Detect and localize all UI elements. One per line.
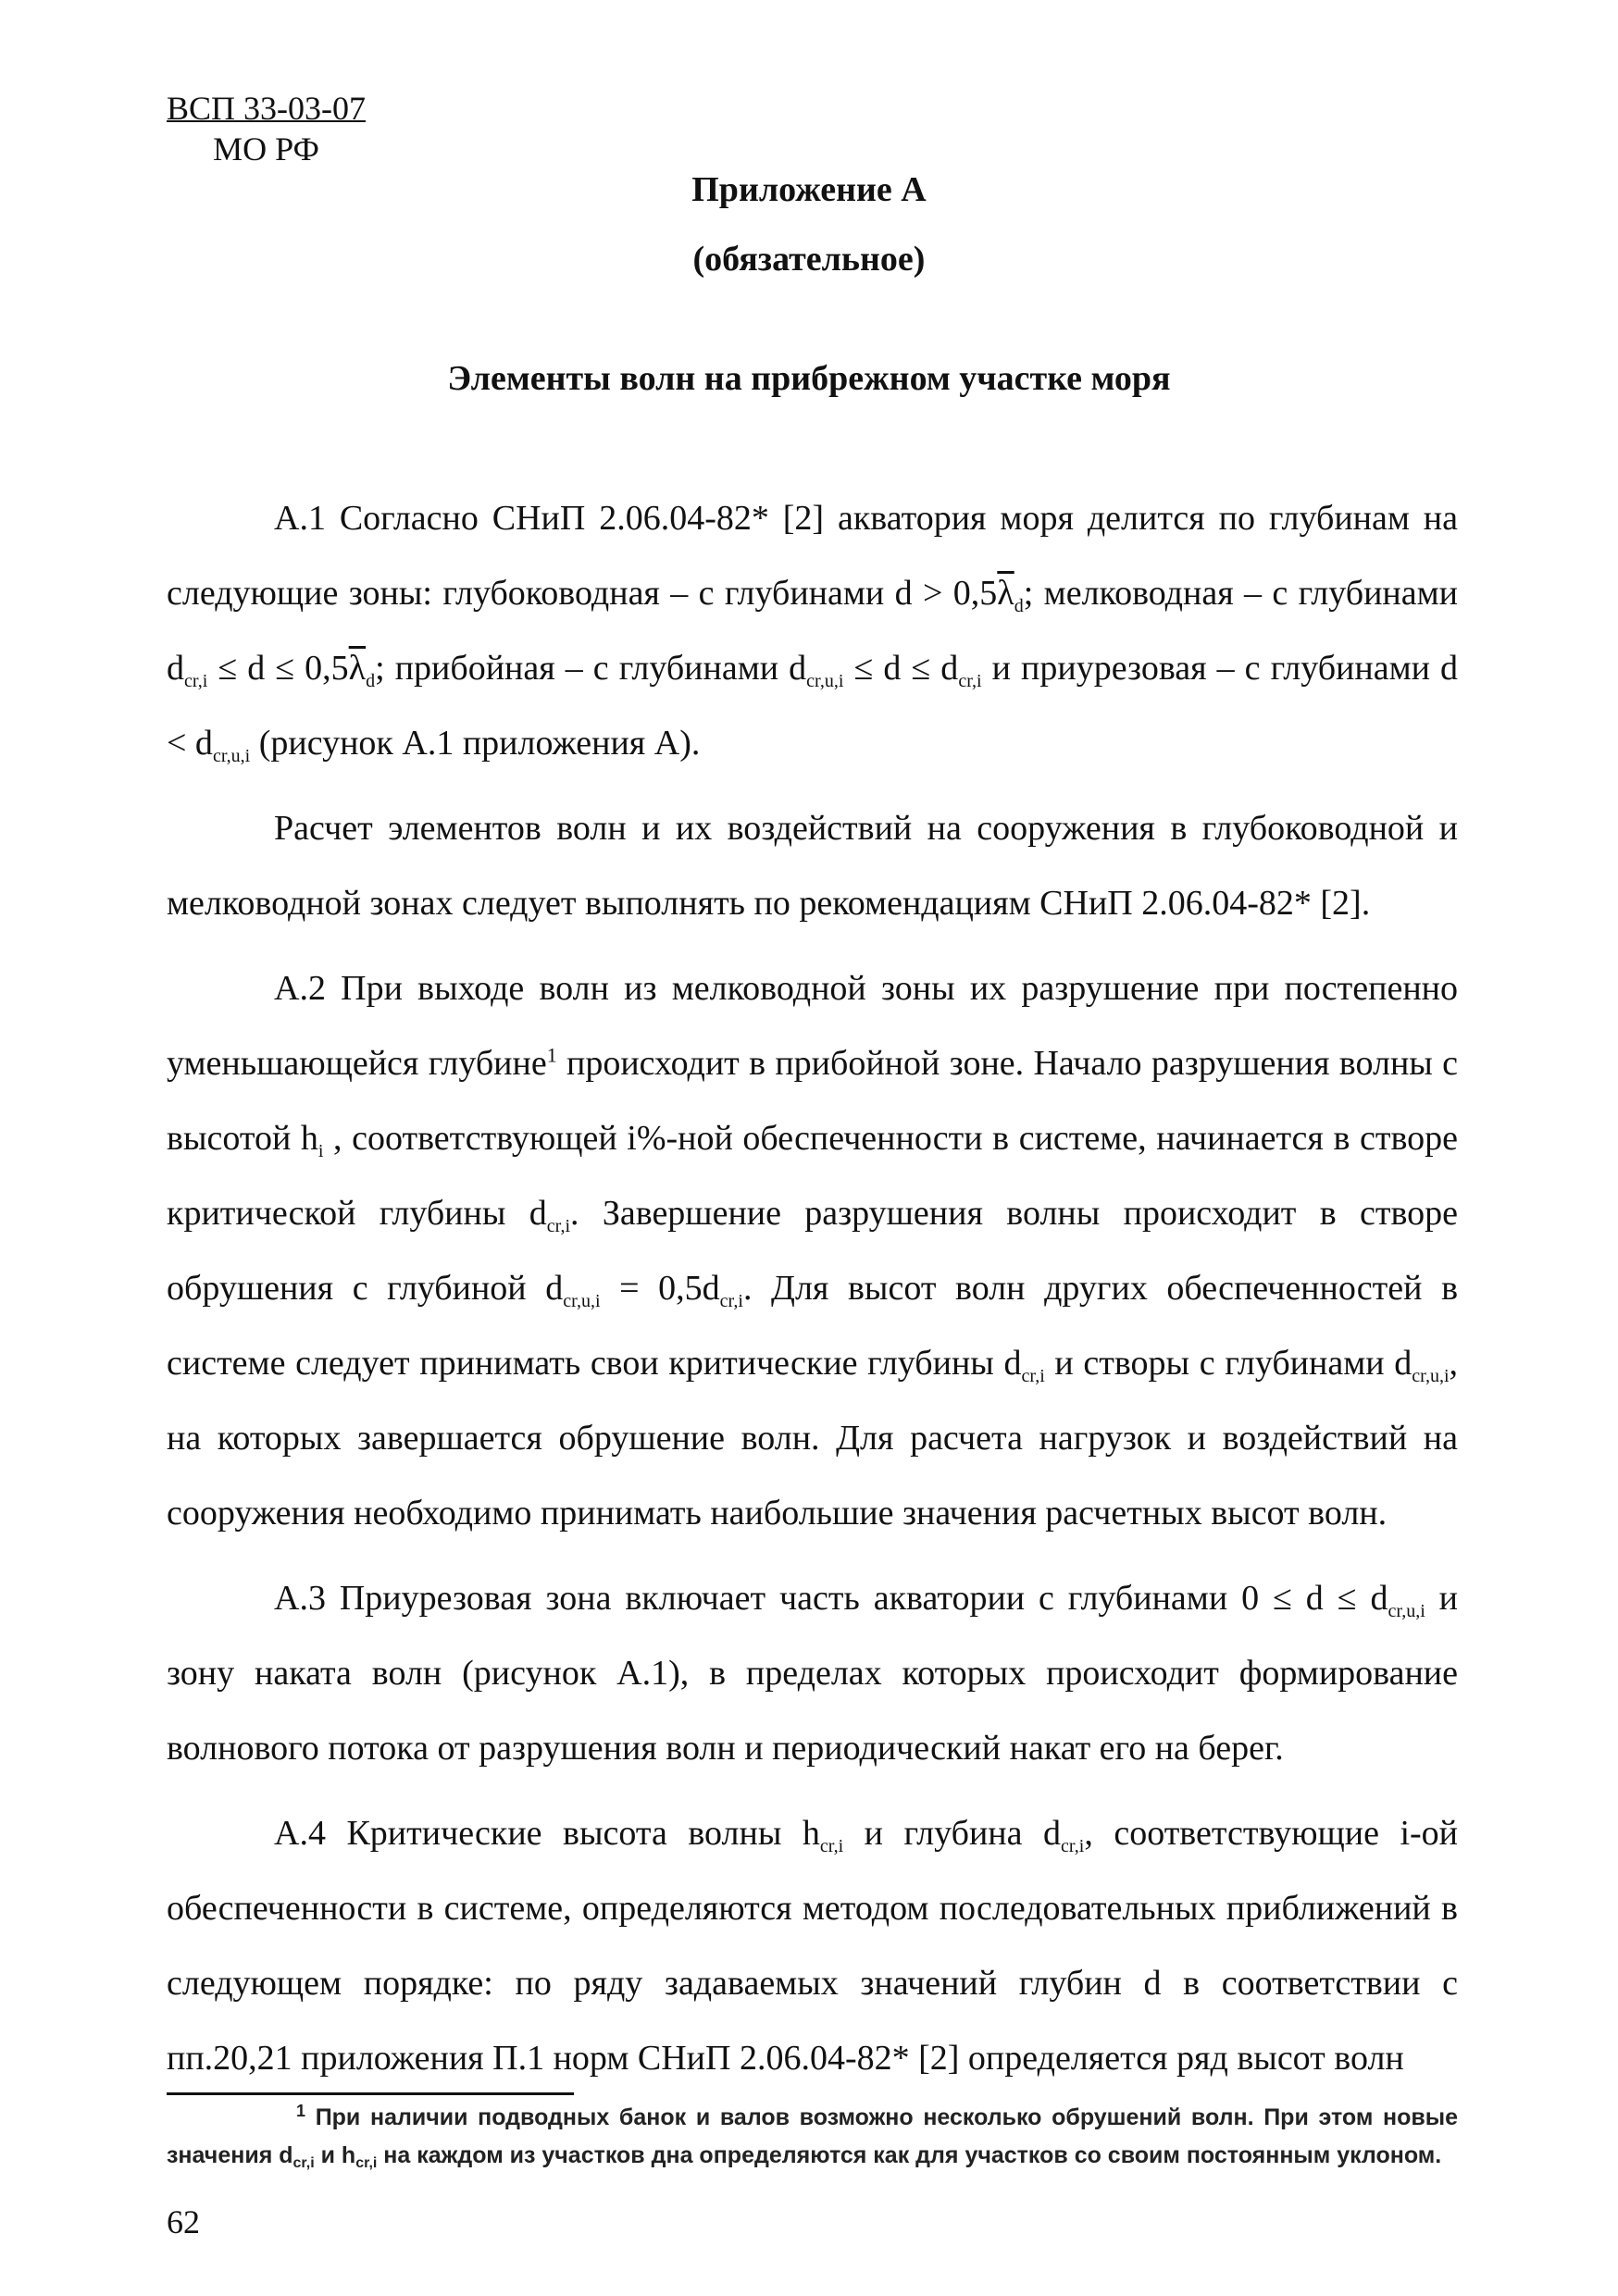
paragraph-a1: А.1 Согласно СНиП 2.06.04-82* [2] акватория моря делится по глубинам на следующие зоны: глубоководная – с глубинами $d > 0,5\overline{\lambda}_d$; мелководная – с глубинами $d_{cr,i} \le d \le 0,5\overline{\lambda}_d$; прибойная – с глубинами $d_{cr,u,i} \le d \le d_{cr,i}$ и приурезовая – с глубинами $d < d_{cr,u,i}$ (рисунок А.1 приложения А). [167, 499, 1459, 766]
paragraph-a3: А.3 Приурезовая зона включает часть акватории с глубинами $0 \le d \le d_{cr,u,i}$ и зону наката волн (рисунок А.1), в пределах которых происходит формирование волнового потока от разрушения волн и периодический накат его на берег. [167, 1579, 1458, 1768]
document-organization: МО РФ [213, 130, 319, 168]
paragraph-a4: А.4 Критические высота волны $h_{cr,i}$ и глубина $d_{cr,i}$, соответствующие i-ой обеспеченности в системе, определяются методом последовательных приближений в следующем порядке: по ряду задаваемых значений глубин d в соответствии с пп.20,21 приложения П.1 норм СНиП 2.06.04-82* [2] определяется ряд высот волн [167, 1814, 1458, 2078]
footnote-divider [167, 2092, 574, 2095]
footnote: $^1$ При наличии подводных банок и валов возможно несколько обрушений волн. При этом новые значения $d_{cr,i}$ и $h_{cr,i}$ на каждом из участков дна определяются как для участков со своим постоянным уклоном. [167, 2101, 1458, 2171]
paragraph-a2: А.2 При выходе волн из мелководной зоны их разрушение при постепенно уменьшающейся глубине$^1$ происходит в прибойной зоне. Начало разрушения волны с высотой $h_i$ , соответствующей i%-ной обеспеченности в системе, начинается в створе критической глубины $d_{cr,i}$. Завершение разрушения волны происходит в створе обрушения с глубиной $d_{cr,u,i} = 0,5d_{cr,i}$. Для высот волн других обеспеченностей в системе следует принимать свои критические глубины $d_{cr,i}$ и створы с глубинами $d_{cr,u,i}$, на которых завершается обрушение волн. Для расчета нагрузок и воздействий на сооружения необходимо принимать наибольшие значения расчетных высот волн. [167, 969, 1459, 1533]
paragraph-calc: Расчет элементов волн и их воздействий на сооружения в глубоководной и мелководной зонах следует выполнять по рекомендациям СНиП 2.06.04-82* [2]. [167, 809, 1458, 923]
appendix-title: Приложение А [691, 170, 927, 209]
page-number: 62 [167, 2203, 200, 2240]
body-text [167, 481, 1458, 2106]
document-code: ВСП 33-03-07 [167, 90, 366, 127]
document-code-block [167, 88, 366, 169]
section-heading: Элементы волн на прибрежном участке моря [447, 359, 1171, 398]
appendix-status: (обязательное) [692, 240, 926, 279]
